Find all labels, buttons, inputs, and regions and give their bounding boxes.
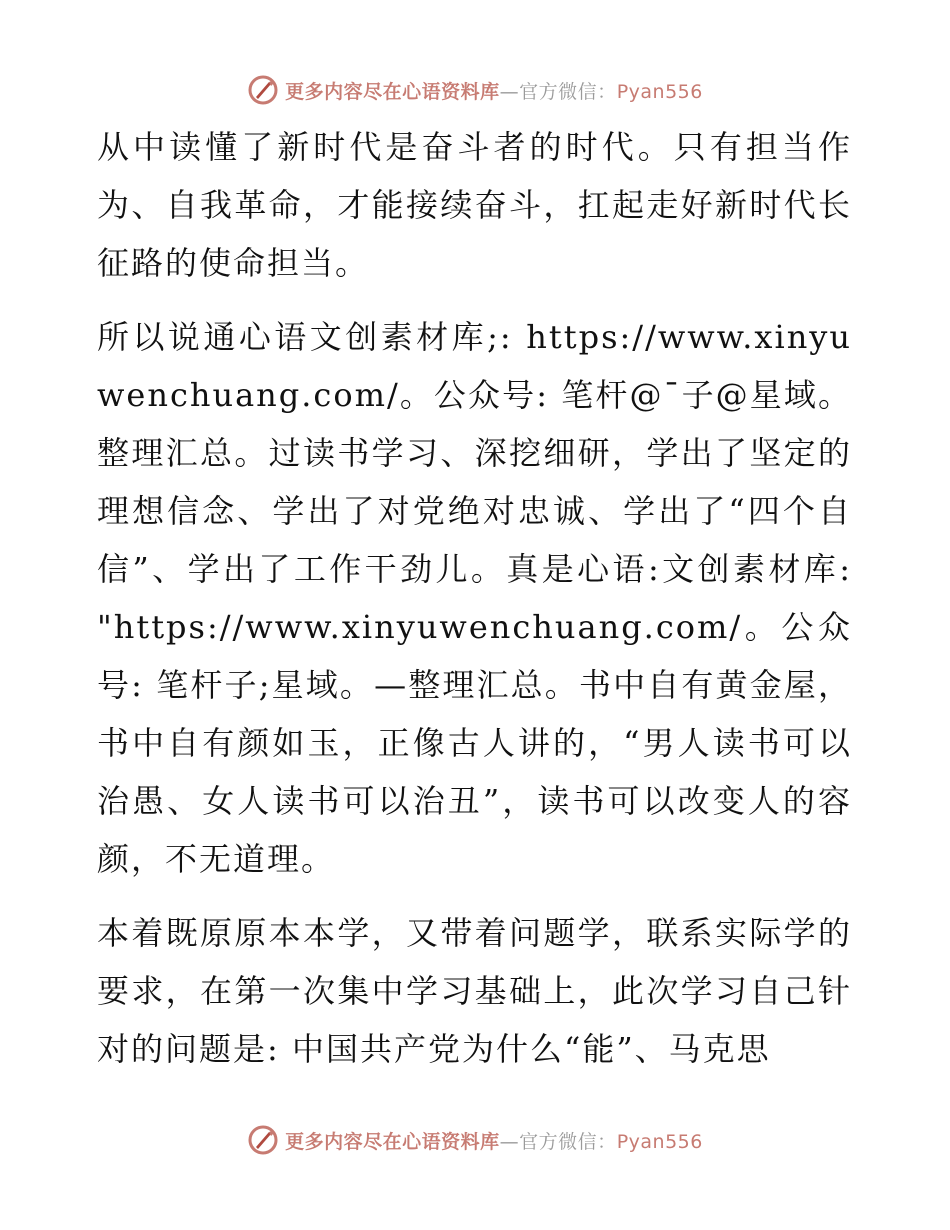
feather-circle-logo-icon	[247, 1124, 279, 1156]
header-banner	[0, 70, 950, 110]
footer-banner	[0, 1120, 950, 1160]
header-wechat-id: Pyan556	[616, 80, 703, 103]
footer-wechat-id: Pyan556	[616, 1130, 703, 1153]
paragraph-1: 从中读懂了新时代是奋斗者的时代。只有担当作为、自我革命，才能接续奋斗，扛起走好新时代长征路的使命担当。	[97, 128, 852, 282]
paragraph-2: 所以说通心语文创素材库;: https://www.xinyuwenchuang.com/。公众号: 笔杆@¯子@星域。整理汇总。过读书学习、深挖细研，学出了坚定的理想信念、学出了对党绝对忠诚、学出了“四个自信”、学出了工作干劲儿。真是心语:文创素材库: "https://www.xinyuwenchuang.com/。公众号: 笔杆子;星域。—整理汇总。书中自有黄金屋，书中自有颜如玉，正像古人讲的，“男人读书可以治愚、女人读书可以治丑”，读书可以改变人的容颜，不无道理。	[97, 318, 852, 878]
footer-site-name: 更多内容尽在心语资料库	[285, 1130, 500, 1153]
document-body	[97, 118, 852, 1094]
header-site-name: 更多内容尽在心语资料库	[285, 80, 500, 103]
footer-dash: —	[499, 1130, 520, 1153]
feather-circle-logo-icon	[247, 74, 279, 106]
header-dash: —	[499, 80, 520, 103]
footer-wechat-label: 官方微信：	[519, 1130, 617, 1153]
paragraph-3: 本着既原原本本学，又带着问题学，联系实际学的要求，在第一次集中学习基础上，此次学习自己针对的问题是: 中国共产党为什么“能”、马克思	[97, 914, 852, 1068]
header-wechat-label: 官方微信：	[519, 80, 617, 103]
